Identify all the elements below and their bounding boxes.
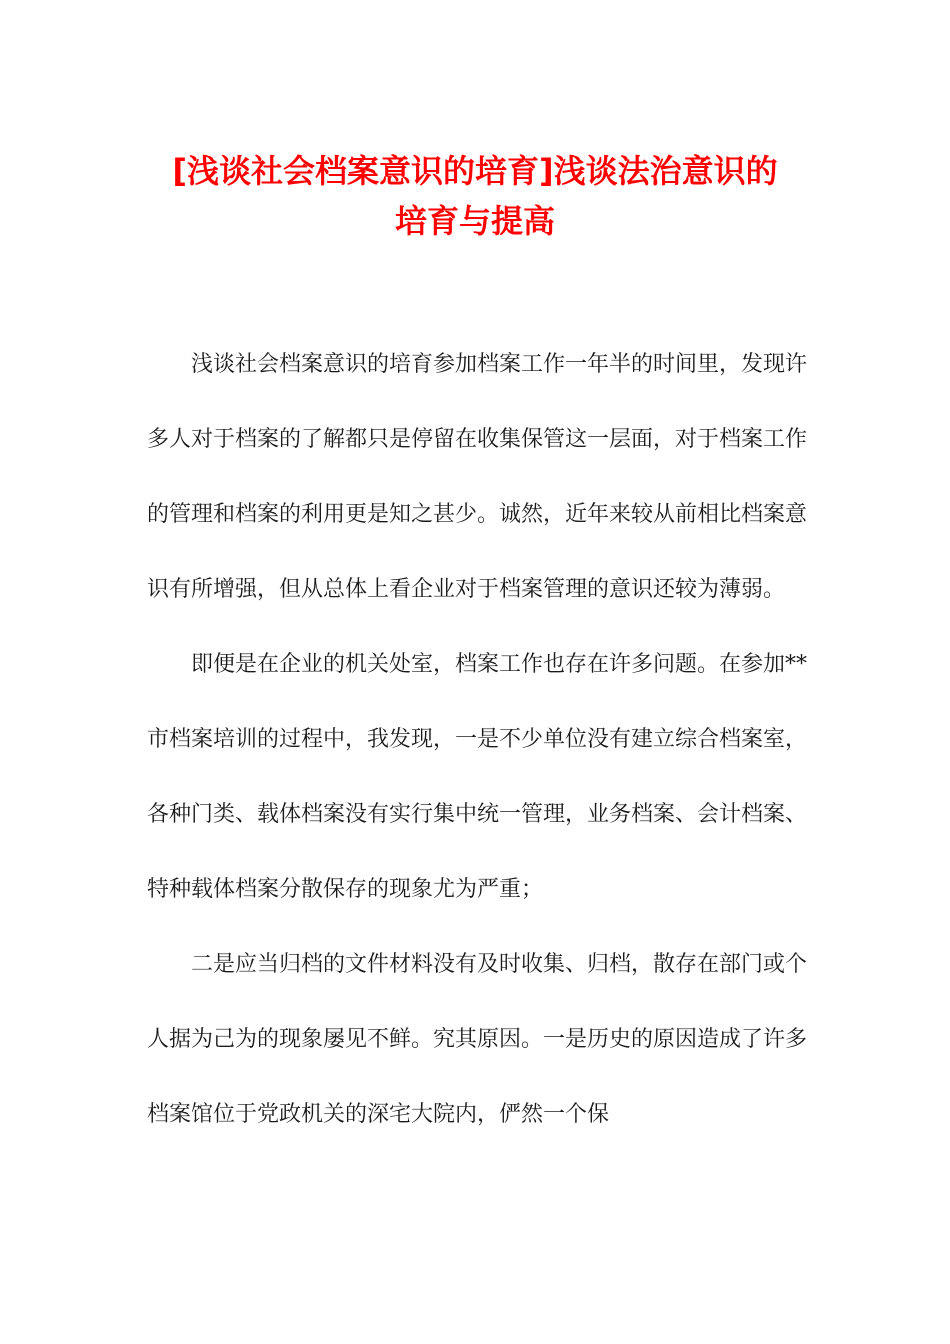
document-body <box>147 327 807 1152</box>
document-title-line-1: [浅谈社会档案意识的培育]浅谈法治意识的 <box>172 152 778 190</box>
paragraph-2: 即便是在企业的机关处室，档案工作也存在许多问题。在参加**市档案培训的过程中，我发现，一是不少单位没有建立综合档案室，各种门类、载体档案没有实行集中统一管理，业务档案、会计档案、特种载体档案分散保存的现象尤为严重； <box>147 652 808 902</box>
paragraph-1: 浅谈社会档案意识的培育参加档案工作一年半的时间里，发现许多人对于档案的了解都只是停留在收集保管这一层面，对于档案工作的管理和档案的利用更是知之甚少。诚然，近年来较从前相比档案意识有所增强，但从总体上看企业对于档案管理的意识还较为薄弱。 <box>147 352 808 602</box>
paragraph-3: 二是应当归档的文件材料没有及时收集、归档，散存在部门或个人据为己为的现象屡见不鲜。究其原因。一是历史的原因造成了许多档案馆位于党政机关的深宅大院内，俨然一个保 <box>147 952 808 1127</box>
document-title-line-2: 培育与提高 <box>394 202 555 240</box>
